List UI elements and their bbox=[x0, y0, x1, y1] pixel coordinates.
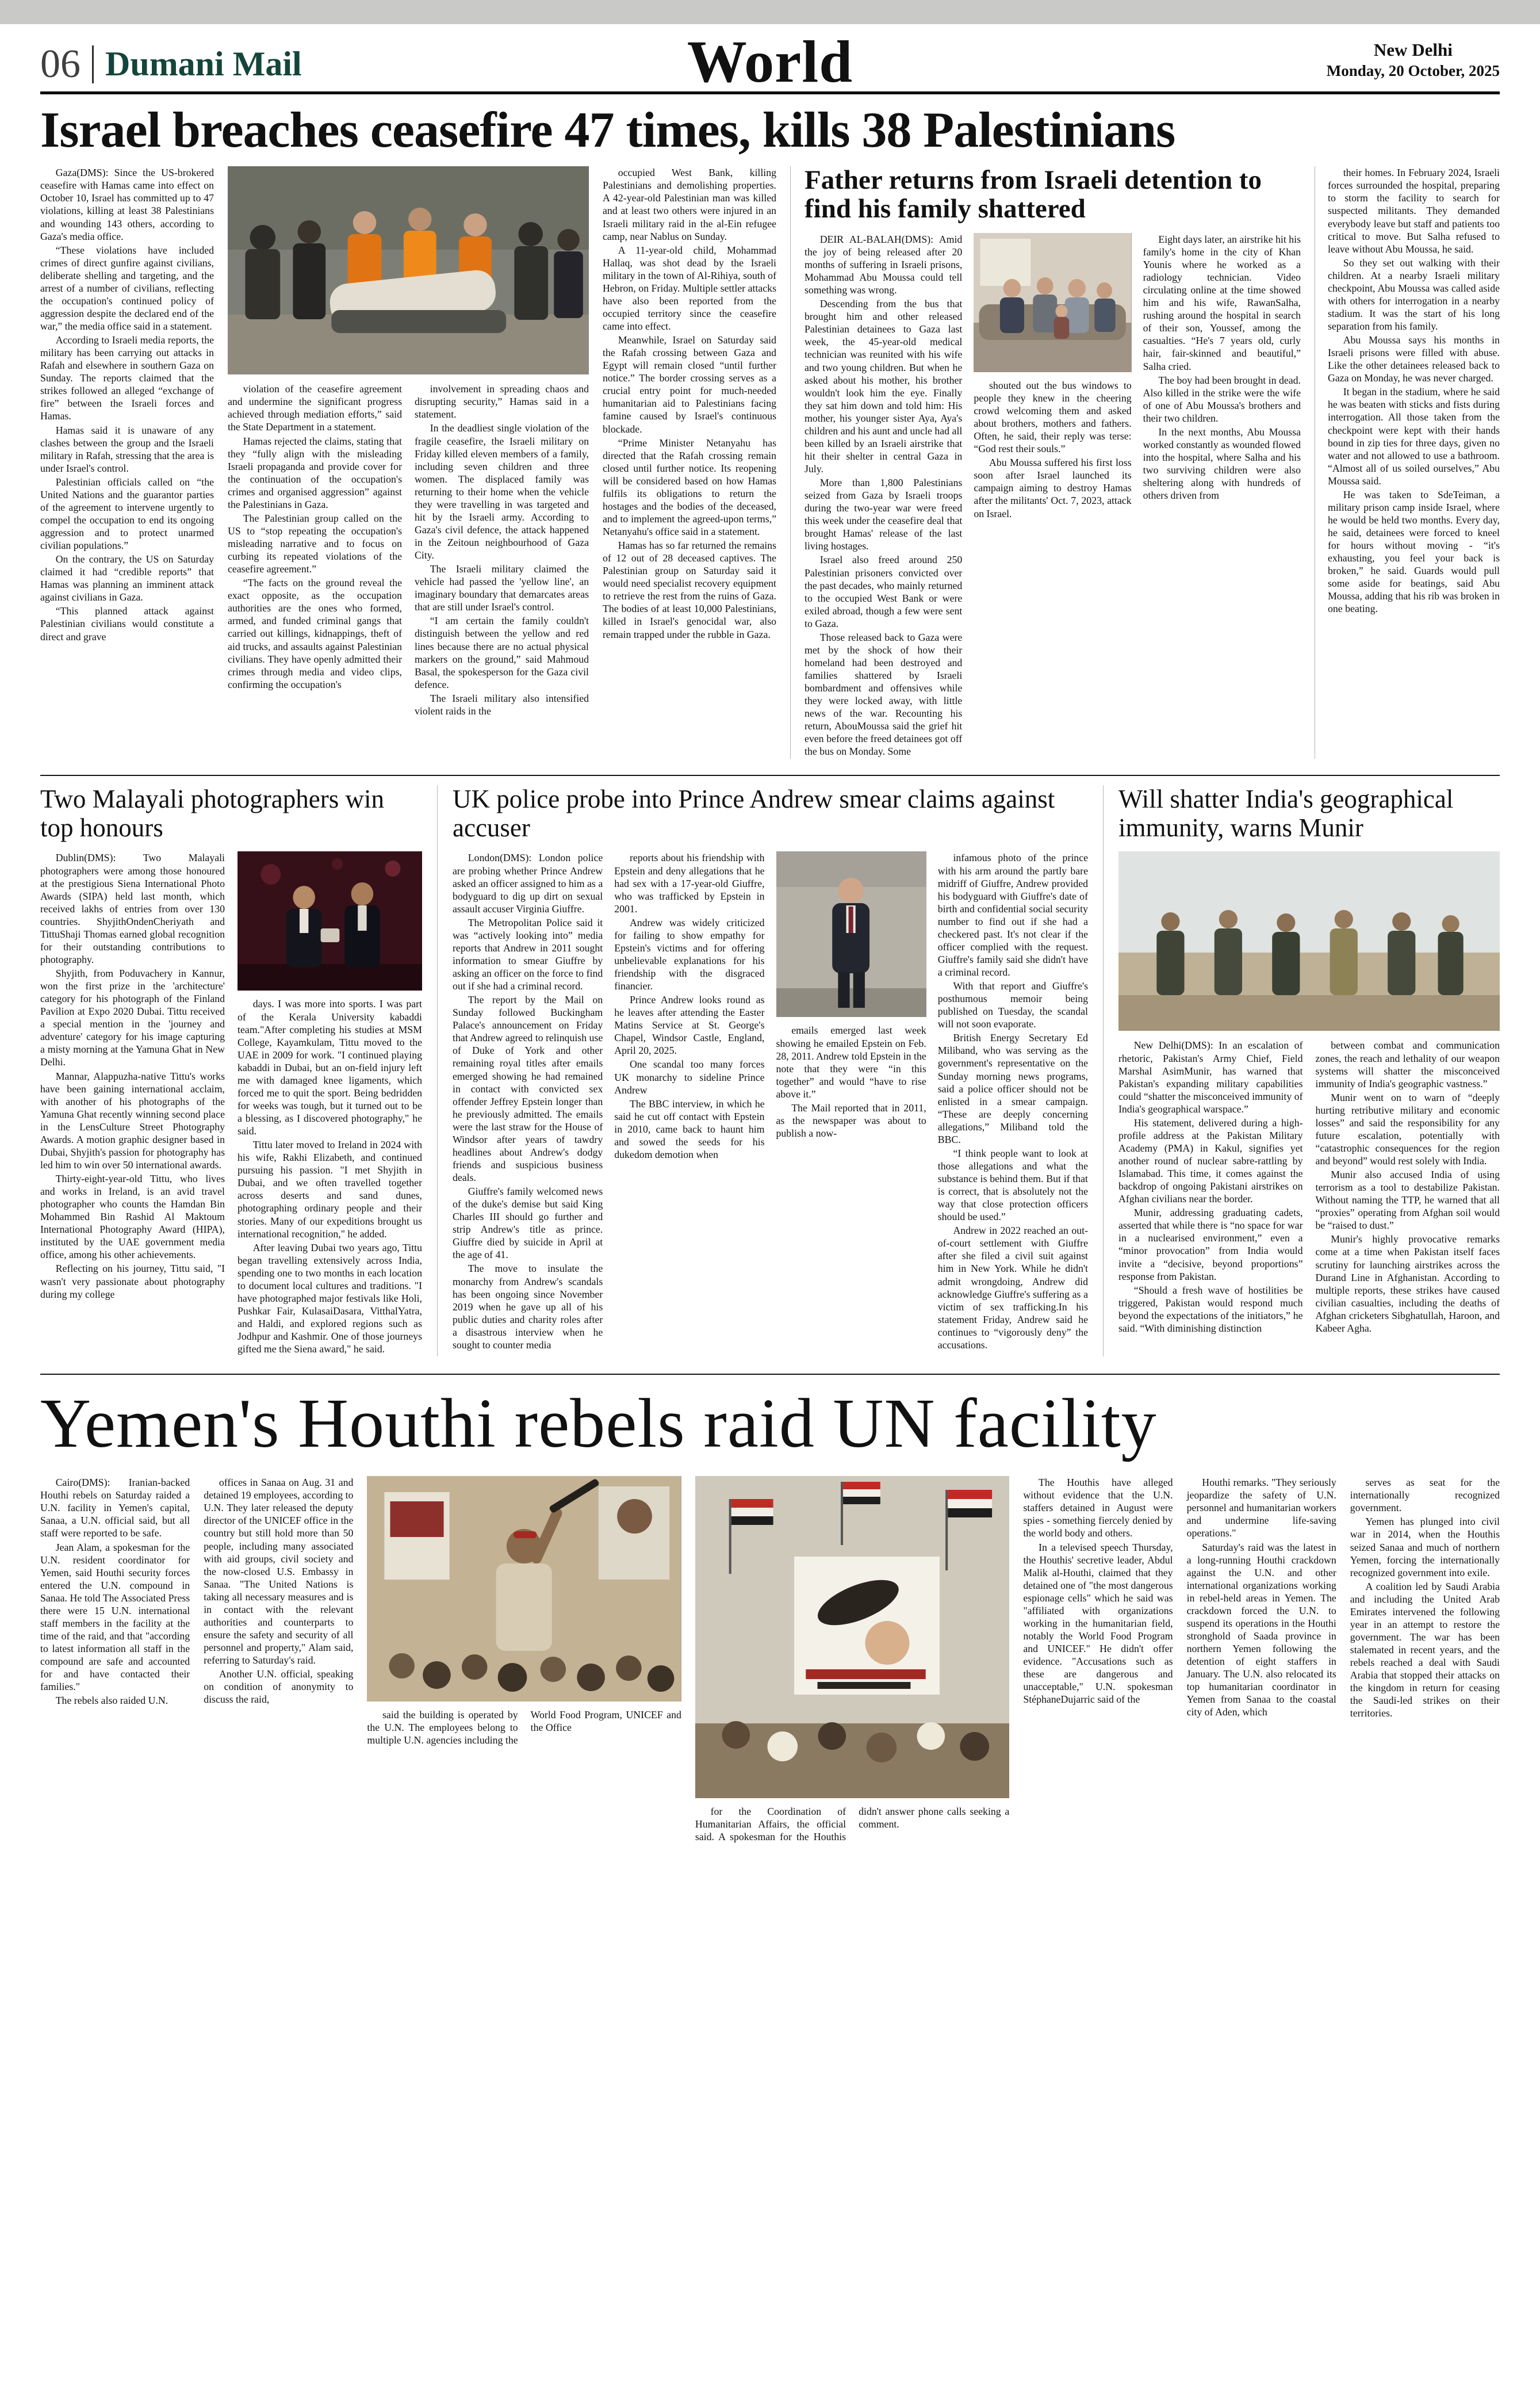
paragraph: Hamas said it is unaware of any clashes between the group and the Israeli military in Rafah, stressing that the area is under Israel's control. bbox=[40, 424, 214, 474]
lead-story-col-4 bbox=[603, 166, 776, 759]
paragraph: Andrew in 2022 reached an out-of-court settlement with Giuffre after she filed a civil suit against him in New York. While he didn't admit wrongdoing, Andrew did acknowledge Giuffre's suffering as a victim of sex trafficking.In his statement Friday, Andrew said he continues to “vigorously deny” the accusations. bbox=[937, 1225, 1088, 1351]
houthi-under-photo-1 bbox=[367, 1708, 681, 1746]
paragraph: emails emerged last week showing he emailed Epstein on Feb. 28, 2011. Andrew told Epstein in the note that they were “in this together” and would “have to rise above it.” bbox=[776, 1024, 926, 1100]
paragraph: their homes. In February 2024, Israeli forces surrounded the hospital, preparing to storm the facility to search for suspected militants. They demanded everybody leave but staff and patients too critical to move. But Salha refused to leave without Abu Moussa, he said. bbox=[1328, 167, 1500, 255]
paragraph: Those released back to Gaza were met by the shock of how their homeland had been destroyed and families shattered by Israeli bombardment and offensives while they were locked away, with little news of the war. Recounting his return, AbouMoussa said the grief hit even before the freed detainees got off the bus on Monday. Some bbox=[805, 631, 963, 758]
houthi-col-7 bbox=[1350, 1476, 1500, 1843]
paragraph: Dublin(DMS): Two Malayali photographers were among those honoured at the prestigious Siena International Photo Awards (SIPA) held last month, which received lakhs of entries from over 130 countries. ShyjithOndenCheriyath and TittuShaji Thomas earned global recognition for their outstanding contributions to photography. bbox=[40, 852, 225, 965]
paragraph: His statement, delivered during a high-profile address at the Pakistan Military Academy (PMA) in Kakul, signifies yet another round of nuclear sabre-rattling by Islamabad. This time, it comes against the backdrop of ongoing Pakistani airstrikes on Afghan civilians near the border. bbox=[1118, 1117, 1303, 1205]
father-col-3 bbox=[1143, 233, 1301, 759]
paragraph: Meanwhile, Israel on Saturday said the Rafah crossing between Gaza and Egypt will remain closed “until further notice.” The border crossing serves as a crucial entry point for much-needed humanitarian aid to Palestinians facing famine caused by Israel's continuous blockade. bbox=[603, 334, 776, 435]
munir-headline: Will shatter India's geographical immunity, warns Munir bbox=[1118, 785, 1454, 842]
paragraph: The Mail reported that in 2011, as the newspaper was about to publish a now- bbox=[776, 1102, 926, 1139]
munir-columns bbox=[1118, 1039, 1500, 1335]
brand-divider bbox=[92, 45, 94, 83]
photographers-col-2 bbox=[237, 851, 422, 1356]
prince-andrew-photo bbox=[776, 851, 926, 1017]
edition-info bbox=[1327, 39, 1500, 83]
paragraph: According to Israeli media reports, the military has been carrying out attacks in Rafah and elsewhere in southern Gaza on Sunday. The reports claimed that the strikes followed an alleged “exchange of fire” between the Israeli forces and Hamas. bbox=[40, 334, 214, 422]
family-reunion-photo-art bbox=[974, 233, 1131, 372]
houthi-col-1 bbox=[40, 1476, 190, 1843]
paragraph: The BBC interview, in which he said he cut off contact with Epstein in 2010, came back to haunt him and sowed the seeds for his dukedom demotion when bbox=[614, 1098, 765, 1160]
munir-col-1 bbox=[1118, 1039, 1303, 1335]
lead-story-center bbox=[228, 166, 589, 759]
lead-story-col-1 bbox=[40, 166, 214, 759]
paragraph: Israel also freed around 250 Palestinian prisoners convicted over the past decades, who mainly returned to the occupied West Bank or were exiled abroad, though a few were sent to Gaza. bbox=[805, 554, 963, 629]
paragraph: The move to insulate the monarchy from Andrew's scandals has been ongoing since November 2019 when he gave up all of his public duties and charity roles after a disastrous interview when he sought to counter media bbox=[453, 1263, 603, 1351]
paragraph: It began in the stadium, where he said he was beaten with sticks and fists during interrogation. All those taken from the checkpoint were kept with their hands bound in zip ties for three days, given no water and not allowed to use a bathroom. “Almost all of us soiled ourselves,” Abu Moussa said. bbox=[1328, 386, 1500, 487]
paragraph: Thirty-eight-year-old Tittu, who lives and works in Ireland, is an avid travel photographer who counts the Hamdan Bin Mohammed Bin Rashid Al Maktoum International Photography Award (HIPA), instituted by the UAE government media office, among his other achievements. bbox=[40, 1173, 225, 1261]
photographers-headline: Two Malayali photographers win top honours bbox=[40, 785, 384, 842]
father-columns bbox=[805, 233, 1301, 759]
paragraph: Shyjith, from Poduvachery in Kannur, won the first prize in the 'architecture' category for his photograph of the Finland Pavilion at Expo 2020 Dubai. Tittu received a special mention in the 'journey and adventure' category for his image capturing a misty morning at the Yamuna Ghat in New Delhi. bbox=[40, 968, 225, 1068]
paragraph: “I think people want to look at those allegations and what the substance is behind them. But if that is correct, that is absolutely not the way that close protection officers should be used.” bbox=[937, 1147, 1088, 1223]
paragraph: DEIR AL-BALAH(DMS): Amid the joy of being released after 20 months of suffering in Israeli prisons, Mohammad Abu Moussa could tell something was wrong. bbox=[805, 233, 963, 296]
paragraph: Saturday's raid was the latest in a long-running Houthi crackdown against the U.N. and other international organizations working in rebel-held areas in Yemen. The crackdown forced the U.N. to suspend its operations in the Houthi stronghold of Saada province in northern Yemen following the detention of eight staffers in January. The U.N. also relocated its top humanitarian coordinator in Yemen from Sanaa to the coastal city of Aden, which bbox=[1186, 1541, 1336, 1718]
masthead: Dumani Mail bbox=[105, 45, 302, 83]
paragraph: “These violations have included crimes of direct gunfire against civilians, deliberate shelling and targeting, and the arrest of a number of civilians, reflecting the occupation's continued policy of aggression despite the declared end of the war,” the media office said in a statement. bbox=[40, 244, 214, 332]
edition-date: Monday, 20 October, 2025 bbox=[1326, 62, 1500, 79]
paragraph: A 11-year-old child, Mohammad Hallaq, was shot dead by the Israeli military in the town of Al-Rihiya, south of Hebron, on Friday. Multiple settler attacks have also been reported from the occupied territory since the ceasefire came into effect. bbox=[603, 244, 776, 332]
paragraph: Munir, addressing graduating cadets, asserted that while there is “no space for war in a nuclearised environment,” even a “minor provocation” from India would invite a “decisive, beyond proportions” response from Pakistan. bbox=[1118, 1207, 1303, 1282]
houthi-flags-photo-art bbox=[695, 1476, 1009, 1798]
paragraph: A coalition led by Saudi Arabia and including the United Arab Emirates intervened the following year in an attempt to restore the government. The war has been stalemated in recent years, and the rebels reached a deal with Saudi Arabia that stopped their attacks on the kingdom in return for ceasing the Saudi-led strikes on their territories. bbox=[1350, 1580, 1500, 1719]
andrew-article bbox=[437, 785, 1103, 1356]
brand bbox=[40, 42, 302, 86]
page-number: 06 bbox=[40, 42, 81, 86]
award-ceremony-photo-art bbox=[237, 851, 422, 991]
paragraph: Prince Andrew looks round as he leaves after attending the Easter Matins Service at St. George's Chapel, Windsor Castle, England, April 20, 2025. bbox=[614, 994, 765, 1057]
page-header bbox=[40, 24, 1500, 94]
andrew-headline: UK police probe into Prince Andrew smear claims against accuser bbox=[453, 785, 1055, 842]
paragraph: offices in Sanaa on Aug. 31 and detained 19 employees, according to U.N. They later released the deputy director of the UNICEF office in the country but still hold more than 50 people, including many associated with aid groups, civil society and the now-closed U.S. Embassy in Sanaa. "The United Nations is taking all necessary measures and is in contact with the relevant authorities and counterparts to ensure the safety and security of all personnel and property," Alam said, referring to Saturday's raid. bbox=[204, 1477, 354, 1666]
andrew-col-2 bbox=[614, 851, 764, 1352]
paragraph: Houthi remarks. "They seriously jeopardize the safety of U.N. personnel and humanitarian workers and undermine life-saving operations." bbox=[1186, 1477, 1336, 1539]
paragraph: said the building is operated by the U.N. The employees belong to multiple U.N. agencies including the World Food Program, UNICEF and the Office bbox=[367, 1709, 681, 1746]
paragraph: In the next months, Abu Moussa worked constantly as wounded flowed into the hospital, where Salha and his two surviving children were also sheltering along with hundreds of others driven from bbox=[1143, 426, 1301, 502]
andrew-col-3 bbox=[776, 851, 926, 1352]
paragraph: Abu Moussa suffered his first loss soon after Israel launched its campaign aiming to destroy Hamas after the militants' Oct. 7, 2023, attack on Israel. bbox=[974, 457, 1132, 519]
scan-edge-strip bbox=[0, 0, 1540, 24]
paragraph: Gaza(DMS): Since the US-brokered ceasefire with Hamas came into effect on October 10, Israel has committed up to 47 violations, killing at least 38 Palestinians and wounding 143 others, according to Gaza's media office. bbox=[40, 167, 214, 242]
photographers-col-1 bbox=[40, 851, 225, 1356]
paragraph: “Prime Minister Netanyahu has directed that the Rafah crossing remain closed until further notice. Its reopening will be considered based on how Hamas fulfils its obligations to return the hostages and the bodies of the deceased, and to implement the agreed-upon terms,” Netanyahu's office said in a statement. bbox=[603, 437, 776, 537]
paragraph: The boy had been brought in dead. Also killed in the strike were the wife of one of Abu Moussa's brothers and their two children. bbox=[1143, 374, 1301, 424]
munir-article bbox=[1103, 785, 1500, 1356]
paragraph: More than 1,800 Palestinians seized from Gaza by Israeli troops during the two-year war were freed this week under the ceasefire deal that brought Hamas' release of the last living hostages. bbox=[805, 477, 963, 552]
houthi-flags-photo bbox=[695, 1476, 1009, 1798]
paragraph: So they set out walking with their children. At a nearby Israeli military checkpoint, Abu Moussa was called aside with others for interrogation in a nearby stadium. It was the start of his long separation from his family. bbox=[1328, 257, 1500, 332]
houthi-col-6 bbox=[1187, 1476, 1336, 1843]
paragraph: British Energy Secretary Ed Miliband, who was serving as the government's representative on the Sunday morning news programs, said a police officer should not be enlisted in a smear campaign. “These are deeply concerning allegations,” Miliband told the BBC. bbox=[937, 1032, 1088, 1145]
paragraph: On the contrary, the US on Saturday claimed it had “credible reports” that Hamas was planning an imminent attack against civilians in Gaza. bbox=[40, 553, 214, 603]
paragraph: After leaving Dubai two years ago, Tittu began travelling extensively across India, spending one to two months in each location to document local cultures and traditions. "I have photographed major festivals like Holi, Pushkar Fair, KulasaiDasara, VitthalYatra, and Haldi, and explored regions such as Jodhpur and Kashmir. One of those journeys gifted me the Siena award," he said. bbox=[237, 1241, 422, 1355]
father-runover-col bbox=[1315, 166, 1500, 759]
paragraph: Munir also accused India of using terrorism as a tool to destabilize Pakistan. Without naming the TTP, he warned that all “proxies” operating from Afghan soil would be “raised to dust.” bbox=[1315, 1169, 1500, 1232]
andrew-columns bbox=[453, 851, 1088, 1352]
paragraph: “This planned attack against Palestinian civilians would constitute a direct and grave bbox=[40, 605, 214, 643]
photographers-article bbox=[40, 785, 437, 1356]
paragraph: The rebels also raided U.N. bbox=[55, 1695, 168, 1707]
houthi-headline: Yemen's Houthi rebels raid UN facility bbox=[40, 1385, 1157, 1463]
munir-col-2 bbox=[1316, 1039, 1500, 1335]
paragraph: infamous photo of the prince with his arm around the partly bare midriff of Giuffre, Andrew provided his bodyguard with Giuffre's date of birth and confidential social security number to find out if she had a checkered past. It's not clear if the officer complied with the request. Giuffre's family said she didn't have a criminal record. bbox=[937, 852, 1088, 978]
houthi-col-2 bbox=[204, 1476, 353, 1843]
houthi-article bbox=[40, 1374, 1500, 1843]
paragraph: occupied West Bank, killing Palestinians and demolishing properties. A 42-year-old Palestinian man was killed and at least two others were injured in an Israeli military raid in the al-Ein refugee camp, near Nablus on Sunday. bbox=[603, 167, 776, 242]
paragraph: He was taken to SdeTeiman, a military prison camp inside Israel, where he would be held two months. Every day, he said, detainees were forced to kneel for hours without moving - “it's exhausting, you feel your back is broken,” he said. Guards would pull some aside for beatings, said Abu Moussa, adding that his rib was broken in one beating. bbox=[1328, 488, 1500, 615]
gaza-rescue-photo bbox=[228, 166, 589, 374]
paragraph: between combat and communication zones, the reach and lethality of our weapon systems will shatter the misconceived immunity of India's geographic vastness.” bbox=[1315, 1039, 1500, 1089]
paragraph: Hamas has so far returned the remains of 12 out of 28 deceased captives. The Palestinian group on Saturday said it would need specialist recovery equipment to retrieve the rest from the ruins of Gaza. The bodies of at least 10,000 Palestinians, killed in Israel's genocidal war, also remain trapped under the rubble in Gaza. bbox=[603, 540, 776, 640]
family-reunion-photo bbox=[974, 233, 1131, 372]
paragraph: Descending from the bus that brought him and other released Palestinian detainees to Gaza last week, the 45-year-old medical technician was reunited with his wife and two young children. But when he asked about his mother, his brother wouldn't look him the eye. Finally they sat him down and told him: His mother, his younger sister Aya, Aya's children and his aunt and uncle had all been killed by an Israeli airstrike that hit their shelter in central Gaza in July. bbox=[805, 298, 963, 475]
paragraph: “The facts on the ground reveal the exact opposite, as the occupation authorities are the ones who formed, armed, and funded criminal gangs that carried out killings, kidnappings, theft of aid trucks, and assaults against Palestinian civilians. They have openly admitted their crimes through media and video clips, confirming the occupation's bbox=[228, 577, 402, 690]
lead-story-subcols bbox=[228, 383, 589, 718]
paragraph: The Metropolitan Police said it was “actively looking into” media reports that Andrew in 2011 sought information to smear Giuffre by asking an officer on the force to find out if she had a criminal record. bbox=[453, 916, 603, 992]
paragraph: In the deadliest single violation of the fragile ceasefire, the Israeli military on Friday killed eleven members of a family, including seven children and three women. The displaced family was returning to their home when the vehicle they were travelling in was targeted and hit by the Israeli army. According to Gaza's civil defence, the attack happened in the Zeitoun neighbourhood of Gaza City. bbox=[415, 422, 589, 561]
paragraph: Andrew was widely criticized for failing to show empathy for Epstein's victims and for offering unbelievable explanations for his friendship with the disgraced financier. bbox=[614, 916, 765, 992]
andrew-col-1 bbox=[453, 851, 603, 1352]
paragraph: involvement in spreading chaos and disrupting security,” Hamas said in a statement. bbox=[415, 383, 589, 420]
paragraph: Tittu later moved to Ireland in 2024 with his wife, Rakhi Elizabeth, and continued pursuing his passion. "I met Shyjith in Dubai, and we often travelled together across deserts and sand dunes, photographing ordinary people and their stories. Many of our expeditions brought us international recognition," he added. bbox=[237, 1139, 422, 1240]
paragraph: Giuffre's family welcomed news of the duke's demise but said King Charles III should go further and strip Andrew's title as prince. Giuffre died by suicide in April at the age of 41. bbox=[453, 1186, 603, 1261]
paragraph: The Palestinian group called on the US to “stop repeating the occupation's misleading narrative and to focus on curbing its repeated violations of the ceasefire agreement.” bbox=[228, 512, 402, 575]
lead-headline: Israel breaches ceasefire 47 times, kills 38 Palestinians bbox=[40, 102, 1175, 158]
lead-story bbox=[40, 164, 1500, 775]
father-col-2-text bbox=[974, 379, 1131, 520]
paragraph: Another U.N. official, speaking on condition of anonymity to discuss the raid, bbox=[204, 1668, 354, 1706]
paragraph: “Should a fresh wave of hostilities be triggered, Pakistan would respond much beyond the expectations of the initiators,” he said. “With diminishing distinction bbox=[1118, 1284, 1303, 1334]
paragraph: In a televised speech Thursday, the Houthis' secretive leader, Abdul Malik al-Houthi, claimed that they detained one of "the most dangerous espionage cells" which he said was "affiliated with organizations working in the humanitarian field, notably the World Food Program and UNICEF." He didn't offer evidence. "Accusations such as these are dangerous and unacceptable," U.N. spokesman StéphaneDujarric said of the bbox=[1023, 1541, 1173, 1706]
paragraph: Reflecting on his journey, Tittu said, "I wasn't very passionate about photography during my college bbox=[40, 1263, 225, 1300]
middle-section bbox=[40, 775, 1500, 1374]
paragraph: reports about his friendship with Epstein and deny allegations that he had sex with a 17-year-old Giuffre, who was trafficked by Epstein in 2001. bbox=[614, 852, 765, 915]
paragraph: One scandal too many forces UK monarchy to sideline Prince Andrew bbox=[614, 1058, 765, 1096]
andrew-col-4 bbox=[938, 851, 1088, 1352]
paragraph: violation of the ceasefire agreement and undermine the significant progress achieved through mediation efforts,” said the State Department in a statement. bbox=[228, 383, 402, 433]
lead-story-col-2 bbox=[228, 383, 402, 718]
houthi-photo-block-1 bbox=[367, 1476, 681, 1843]
paragraph: New Delhi(DMS): In an escalation of rhetoric, Pakistan's Army Chief, Field Marshal AsimMunir, has warned that Pakistan's expanding military capabilities could “shatter the misconceived immunity of India's geographical warspace.” bbox=[1118, 1039, 1303, 1115]
houthi-col-5 bbox=[1023, 1476, 1173, 1843]
paragraph: Hamas rejected the claims, stating that they “fully align with the misleading Israeli propaganda and provide cover for the continuation of the occupation's crimes and organised aggression” against the Palestinians in Gaza. bbox=[228, 435, 402, 510]
father-col-1 bbox=[805, 233, 962, 759]
andrew-col-3-text bbox=[776, 1024, 926, 1140]
newspaper-page bbox=[0, 24, 1540, 1878]
section-title: World bbox=[687, 29, 853, 95]
paragraph: Munir went on to warn of “deeply hurting retributive military and economic losses” and said the responsibility for any future escalation, potentially with “catastrophic consequences for the region and beyond” would rest solely with India. bbox=[1315, 1091, 1500, 1167]
paragraph: The Israeli military also intensified violent raids in the bbox=[415, 692, 589, 717]
houthi-photo-block-2 bbox=[695, 1476, 1009, 1843]
soldiers-photo bbox=[1118, 851, 1500, 1031]
paragraph: The Israeli military claimed the vehicle had passed the 'yellow line', an imaginary boundary that demarcates areas that are still under Israel's control. bbox=[415, 563, 589, 613]
paragraph: The report by the Mail on Sunday followed Buckingham Palace's announcement on Friday that Andrew agreed to relinquish use of Duke of York and other remaining royal titles after emails emerged showing he had remained in contact with convicted sex offender Jeffrey Epstein longer than he previously admitted. The emails were the last straw for the House of Windsor after years of tawdry headlines about Andrew's dodgy friends and suspicious business deals. bbox=[453, 994, 603, 1183]
paragraph: days. I was more into sports. I was part of the Kerala University kabaddi team."After completing his studies at MSM College, Kayamkulam, Tittu moved to the UAE in 2009 for work. "I continued playing kabaddi in Dubai, but an on-field injury left me with damaged knee ligaments, which forced me to quit the sport. Being bedridden for weeks was tough, but it turned out to be a blessing, as I discovered photography," he said. bbox=[237, 998, 422, 1137]
paragraph: Cairo(DMS): Iranian-backed Houthi rebels on Saturday raided a U.N. facility in Yemen's capital, Sanaa, a U.N. official said, but all staff were reported to be safe. bbox=[40, 1477, 190, 1539]
houthi-columns bbox=[40, 1476, 1500, 1843]
paragraph: London(DMS): London police are probing whether Prince Andrew asked an officer assigned to him as a bodyguard to dig up dirt on sexual assault accuser Virginia Giuffre. bbox=[453, 852, 603, 915]
soldiers-photo-art bbox=[1118, 851, 1500, 1031]
edition-city: New Delhi bbox=[1373, 40, 1453, 60]
gaza-rescue-photo-art bbox=[228, 166, 589, 374]
paragraph: Munir's highly provocative remarks come at a time when Pakistan itself faces scrutiny for launching airstrikes across the Durand Line in Afghanistan. According to multiple reports, these strikes have caused civilian casualties, including the deaths of Afghan cricketers Sibghatullah, Haroon, and Kabeer Agha. bbox=[1315, 1233, 1500, 1334]
paragraph: Mannar, Alappuzha-native Tittu's works have been gaining international acclaim, with another of his photographs of the Yamuna Ghat recently winning second place in the LensCulture Street Photography Awards. A motion graphic designer based in Dubai, Shyjith's passion for photography has led him to win over 50 international awards. bbox=[40, 1070, 225, 1171]
paragraph: Yemen has plunged into civil war in 2014, when the Houthis seized Sanaa and much of northern Yemen, forcing the internationally recognized government into exile. bbox=[1350, 1516, 1500, 1578]
houthi-rally-photo-art bbox=[367, 1476, 681, 1702]
lead-story-col-3 bbox=[415, 383, 589, 718]
paragraph: “I am certain the family couldn't distinguish between the yellow and red lines because there are no actual physical markers on the ground,” said Mahmoud Basal, the spokesperson for the Gaza civil defence. bbox=[415, 615, 589, 690]
award-ceremony-photo bbox=[237, 851, 422, 991]
paragraph: shouted out the bus windows to people they knew in the cheering crowd welcoming them and asked about brothers, mothers and fathers. Often, he said, their reply was terse: “God rest their souls.” bbox=[974, 379, 1132, 455]
paragraph: The Houthis have alleged without evidence that the U.N. staffers detained in August were spies - something fiercely denied by the world body and others. bbox=[1023, 1477, 1173, 1539]
paragraph: With that report and Giuffre's posthumous memoir being published on Tuesday, the scandal will not soon evaporate. bbox=[937, 980, 1088, 1030]
photographers-col-2-text bbox=[237, 997, 422, 1355]
paragraph: Eight days later, an airstrike hit his family's home in the city of Khan Younis where he worked as a radiology technician. Video circulating online at the time showed him and his wife, RawanSalha, rushing around the hospital in search of their son, Youssef, among the casualties. “He's 7 years old, curly hair, fair-skinned and beautiful,” Salha cried. bbox=[1143, 233, 1301, 372]
paragraph: serves as seat for the internationally recognized government. bbox=[1350, 1477, 1500, 1514]
paragraph: Jean Alam, a spokesman for the U.N. resident coordinator for Yemen, said Houthi security forces entered the U.N. compound in Sanaa. He told The Associated Press there were 15 U.N. international staff members in the facility at the time of the raid, and that "according to latest information all staff in the compound are safe and accounted for and have contacted their families." bbox=[40, 1541, 190, 1693]
paragraph: Abu Moussa says his months in Israeli prisons were filled with abuse. Like the other detainees released back to Gaza on Monday, he was never charged. bbox=[1328, 334, 1500, 384]
paragraph: for the Coordination of Humanitarian Affairs, the official said. A spokesman for the Houthis didn't answer phone calls seeking a comment. bbox=[695, 1806, 1010, 1843]
houthi-under-photo-2 bbox=[695, 1805, 1009, 1843]
photographers-columns bbox=[40, 851, 422, 1356]
father-article bbox=[790, 166, 1301, 759]
houthi-rally-photo bbox=[367, 1476, 681, 1702]
father-headline: Father returns from Israeli detention to find his family shattered bbox=[805, 165, 1262, 224]
father-col-2 bbox=[974, 233, 1131, 759]
paragraph: Palestinian officials called on “the United Nations and the guarantor parties of the agreement to intervene urgently to compel the occupation to end its ongoing aggression and to protect unarmed civilian populations.” bbox=[40, 476, 214, 552]
prince-andrew-photo-art bbox=[776, 851, 926, 1017]
